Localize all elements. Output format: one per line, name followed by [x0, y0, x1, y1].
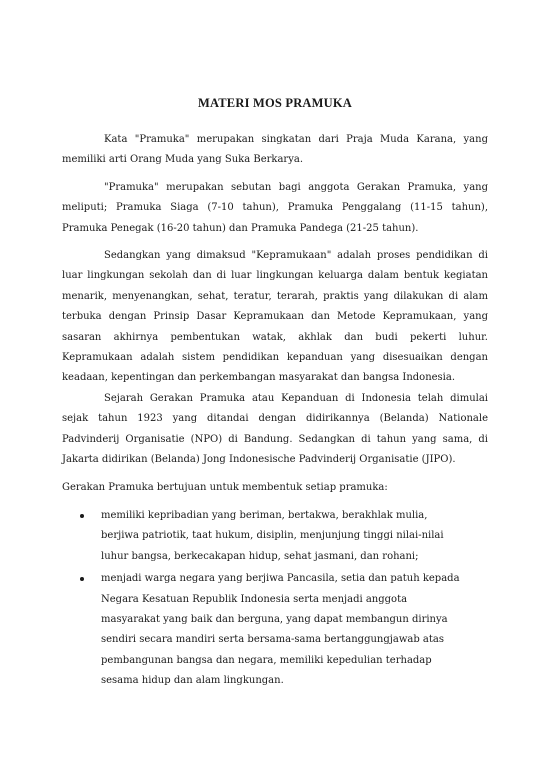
- bullet-icon: [80, 514, 84, 518]
- paragraph-goals-intro: Gerakan Pramuka bertujuan untuk membentuk setiap pramuka:: [62, 481, 388, 493]
- paragraph-definition: Kata "Pramuka" merupakan singkatan dari Praja Muda Karana, yang memiliki arti Orang Muda yang Suka Berkarya.: [62, 134, 488, 166]
- paragraph-kepramukaan: Sedangkan yang dimaksud "Kepramukaan" adalah proses pendidikan di luar lingkungan sekolah dan di luar lingkungan keluarga dalam bentuk kegiatan menarik, menyenangkan, sehat, teratur, terarah, praktis yang dilakukan di alam terbuka dengan Prinsip Dasar Kepramukaan dan Metode Kepramukaan, yang sasaran akhirnya pembentukan watak, akhlak dan budi pekerti luhur. Kepramukaan adalah sistem pendidikan kepanduan yang disesuaikan dengan keadaan, kepentingan dan perkembangan masyarakat dan bangsa Indonesia.: [62, 250, 488, 384]
- list-item-text: memiliki kepribadian yang beriman, bertakwa, berakhlak mulia, berjiwa patriotik, taat hukum, disiplin, menjunjung tinggi nilai-nilai luhur bangsa, berkecakapan hidup, sehat jasmani, dan rohani;: [101, 509, 444, 562]
- paragraph-levels: "Pramuka" merupakan sebutan bagi anggota Gerakan Pramuka, yang meliputi; Pramuka Siaga (7-10 tahun), Pramuka Penggalang (11-15 tahun), Pramuka Penegak (16-20 tahun) dan Pramuka Pandega (21-25 tahun).: [62, 181, 488, 234]
- list-item: [80, 506, 461, 567]
- bullet-icon: [80, 577, 84, 581]
- paragraph-history: Sejarah Gerakan Pramuka atau Kepanduan di Indonesia telah dimulai sejak tahun 1923 yang ditandai dengan didirikannya (Belanda) Nationale Padvinderij Organisatie (NPO) di Bandung. Sedangkan di tahun yang sama, di Jakarta didirikan (Belanda) Jong Indonesische Padvinderij Organisatie (JIPO).: [62, 392, 488, 466]
- list-item: [80, 569, 461, 691]
- document-body: [62, 130, 488, 692]
- list-item-text: menjadi warga negara yang berjiwa Pancasila, setia dan patuh kepada Negara Kesatuan Republik Indonesia serta menjadi anggota masyarakat yang baik dan berguna, yang dapat membangun dirinya sendiri secara mandiri serta bersama-sama bertanggungjawab atas pembangunan bangsa dan negara, memiliki kepedulian terhadap sesama hidup dan alam lingkungan.: [101, 573, 460, 687]
- goals-list: [62, 506, 488, 692]
- document-title: MATERI MOS PRAMUKA: [197, 96, 353, 110]
